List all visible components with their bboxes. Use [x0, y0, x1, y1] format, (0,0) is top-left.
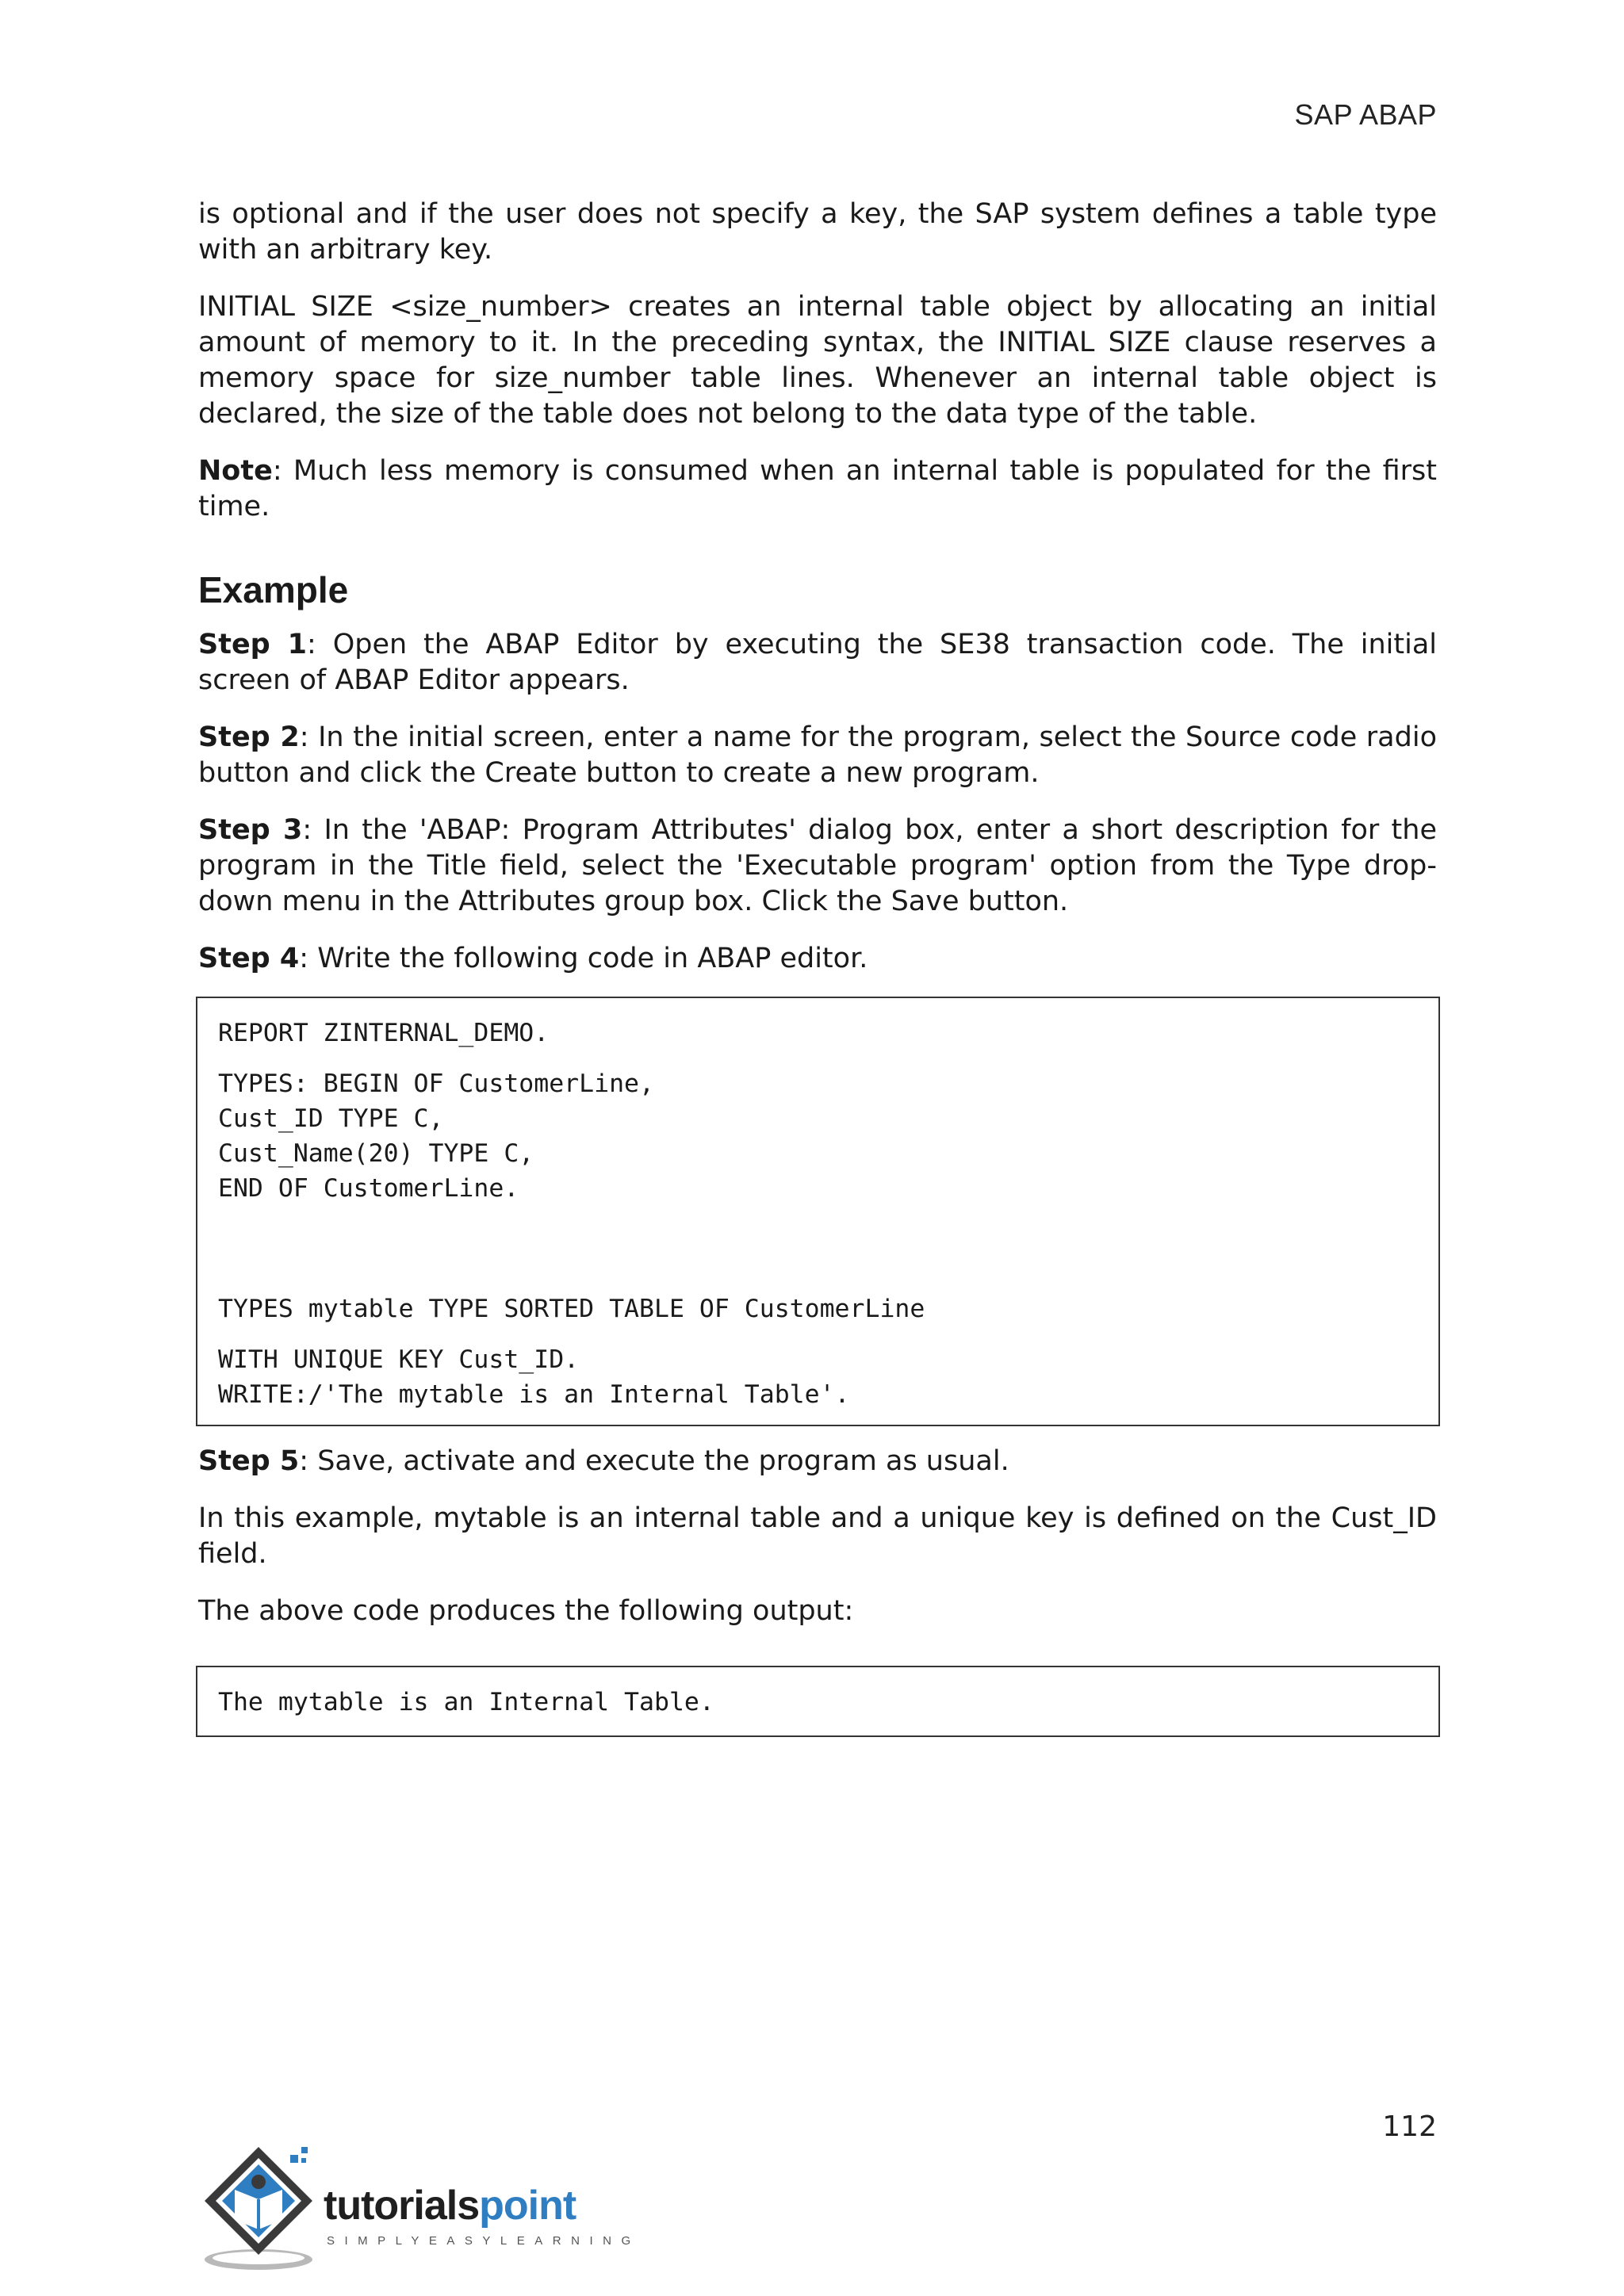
step-5	[198, 1444, 1437, 1479]
step-2	[198, 720, 1437, 791]
running-header: SAP ABAP	[1294, 98, 1437, 131]
code-line: WITH UNIQUE KEY Cust_ID.	[218, 1345, 580, 1374]
code-line: END OF CustomerLine.	[218, 1174, 519, 1203]
step-label: Step 1	[198, 629, 308, 660]
explanation-paragraph: In this example, mytable is an internal table and a unique key is defined on the Cust_ID field.	[198, 1502, 1437, 1570]
step-text: : Open the ABAP Editor by executing the SE38 transaction code. The initial screen of ABAP Editor appears.	[198, 629, 1437, 696]
step-label: Step 5	[198, 1445, 300, 1477]
code-line: TYPES: BEGIN OF CustomerLine,	[218, 1070, 654, 1098]
step-text: : Save, activate and execute the program as usual.	[299, 1445, 1009, 1477]
logo-word-tutorials: tutorials	[324, 2183, 480, 2229]
initial-size-paragraph: INITIAL SIZE <size_number> creates an internal table object by allocating an initial amount of memory to it. In the preceding syntax, the INITIAL SIZE clause reserves a memory space for size_number table lines. Whenever an internal table object is declared, the size of the table does not belong to the data type of the table.	[198, 291, 1437, 430]
code-block-types	[218, 1066, 1418, 1206]
step-1	[198, 627, 1437, 698]
step-text: : In the 'ABAP: Program Attributes' dialog box, enter a short description for the program in the Title field, select the 'Executable program' option from the Type drop-down menu in the Attributes group box. Click the Save button.	[198, 814, 1437, 917]
code-line: TYPES mytable TYPE SORTED TABLE OF CustomerLine	[218, 1295, 925, 1323]
code-line: Cust_ID TYPE C,	[218, 1104, 444, 1133]
code-line: REPORT ZINTERNAL_DEMO.	[218, 1019, 550, 1047]
code-listing	[196, 997, 1440, 1426]
output-box: The mytable is an Internal Table.	[196, 1666, 1440, 1737]
page-number: 112	[1382, 2110, 1437, 2143]
logo-word-point: point	[479, 2183, 576, 2229]
step-text: : In the initial screen, enter a name for the program, select the Source code radio button and click the Create button to create a new program.	[198, 721, 1437, 789]
step-4	[198, 941, 1437, 977]
intro-paragraph: is optional and if the user does not specify a key, the SAP system defines a table type with an arbitrary key.	[198, 198, 1437, 266]
note-paragraph	[198, 453, 1437, 525]
code-line: Cust_Name(20) TYPE C,	[218, 1139, 534, 1168]
step-text: : Write the following code in ABAP editor.	[299, 943, 868, 974]
code-blank-space	[218, 1222, 1418, 1292]
note-text: : Much less memory is consumed when an internal table is populated for the first time.	[198, 455, 1437, 522]
code-block-key-write	[218, 1342, 1418, 1412]
step-label: Step 4	[198, 943, 300, 974]
code-block-mytable	[218, 1292, 1418, 1326]
page-content	[198, 197, 1437, 1737]
output-intro-paragraph: The above code produces the following output:	[198, 1595, 854, 1627]
step-label: Step 3	[198, 814, 303, 846]
logo-emblem-icon	[197, 2141, 324, 2275]
step-3	[198, 813, 1437, 920]
note-label: Note	[198, 455, 273, 487]
logo-tagline: SIMPLYEASYLEARNING	[327, 2234, 641, 2248]
tutorialspoint-logo	[197, 2141, 641, 2275]
code-line: WRITE:/'The mytable is an Internal Table'.	[218, 1380, 850, 1409]
code-block-report	[218, 1016, 1418, 1050]
step-label: Step 2	[198, 721, 300, 753]
example-heading: Example	[198, 569, 349, 610]
logo-wordmark	[324, 2183, 576, 2229]
